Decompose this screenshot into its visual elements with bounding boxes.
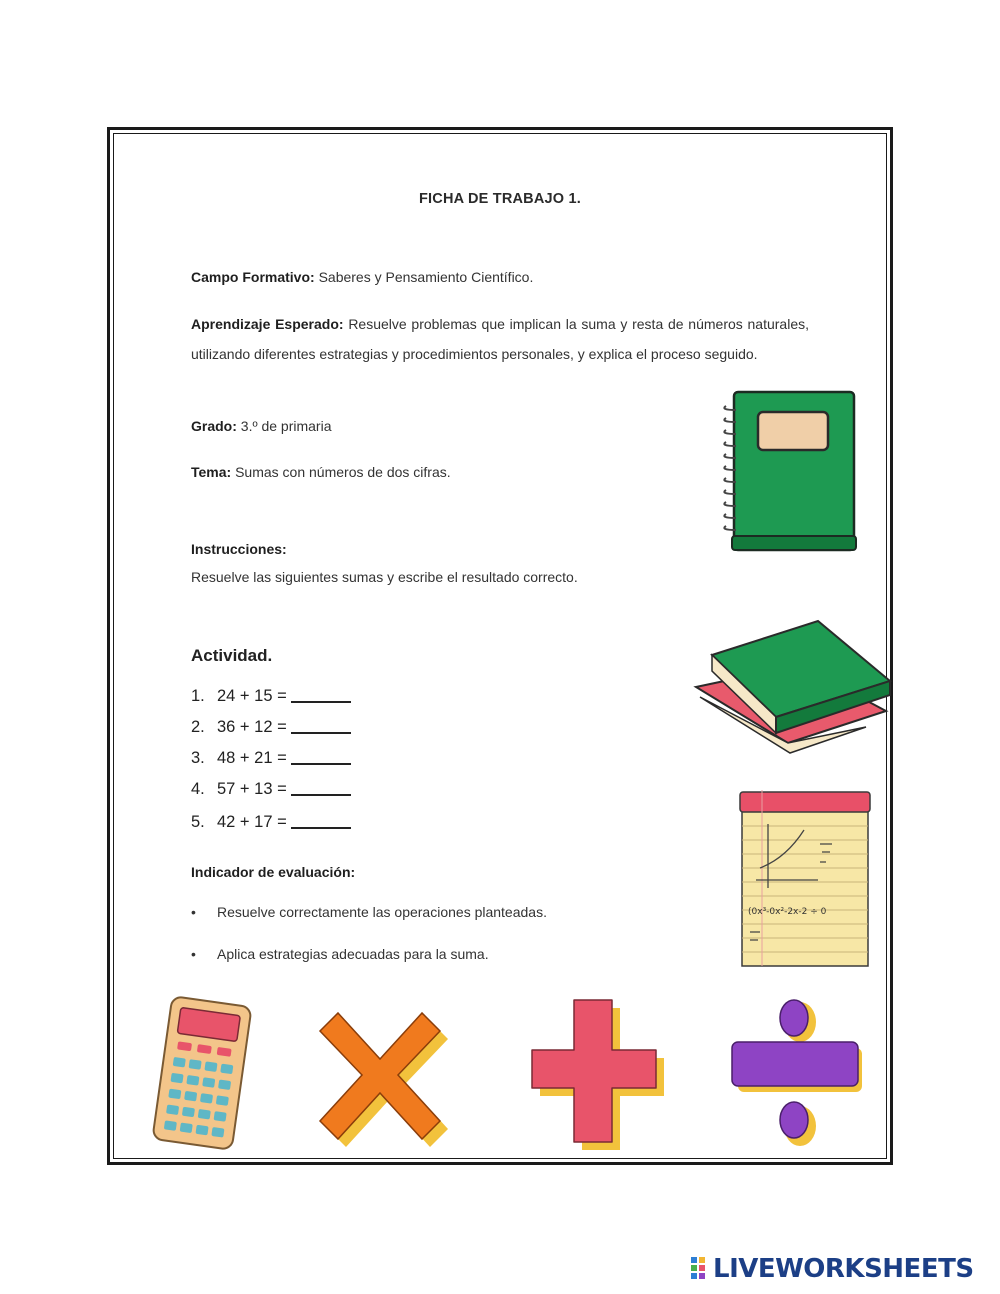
plus-icon (530, 996, 670, 1156)
indicador-item (191, 946, 547, 988)
indicador-item (191, 904, 547, 946)
notebook-icon (716, 386, 862, 556)
answer-blank[interactable] (291, 715, 351, 734)
item-number: 2. (191, 718, 205, 736)
actividad-list (191, 684, 351, 841)
liveworksheets-logo-text: LIVEWORKSHEETS (713, 1254, 974, 1284)
item-expression: 36 + 12 = (217, 718, 287, 736)
worksheet-title: FICHA DE TRABAJO 1. (419, 191, 581, 207)
item-expression: 24 + 15 = (217, 687, 287, 705)
grado-label: Grado: (191, 418, 237, 434)
actividad-item (191, 715, 351, 746)
indicador-text: Resuelve correctamente las operaciones planteadas. (217, 904, 547, 920)
actividad-item (191, 810, 351, 841)
bullet-icon: • (191, 946, 196, 962)
answer-blank[interactable] (291, 684, 351, 703)
bullet-icon: • (191, 904, 196, 920)
item-number: 4. (191, 780, 205, 798)
campo-formativo (191, 269, 533, 285)
item-expression: 57 + 13 = (217, 780, 287, 798)
item-expression: 48 + 21 = (217, 749, 287, 767)
multiply-icon (318, 1003, 452, 1153)
calculator-icon (150, 995, 254, 1151)
item-number: 5. (191, 813, 205, 831)
aprendizaje-value: Resuelve problemas que implican la suma y resta de números naturales, utilizando diferentes estrategias y procedimientos personales, y explica el proceso seguido. (191, 316, 809, 362)
actividad-item (191, 777, 351, 808)
indicador-list (191, 904, 547, 988)
item-expression: 42 + 17 = (217, 813, 287, 831)
instrucciones (191, 541, 287, 557)
answer-blank[interactable] (291, 746, 351, 765)
liveworksheets-logo[interactable] (691, 1254, 974, 1284)
instrucciones-text: Resuelve las siguientes sumas y escribe el resultado correcto. (191, 569, 578, 585)
grado-value: 3.º de primaria (240, 418, 332, 434)
answer-blank[interactable] (291, 810, 351, 829)
answer-blank[interactable] (291, 777, 351, 796)
instrucciones-label: Instrucciones: (191, 541, 287, 557)
books-stack-icon (690, 615, 895, 760)
notepad-formula: (0x³-0x²-2x-2 ÷ 0 (748, 907, 827, 917)
indicador-text: Aplica estrategias adecuadas para la suma. (217, 946, 489, 962)
campo-formativo-label: Campo Formativo: (191, 269, 315, 285)
tema-value: Sumas con números de dos cifras. (235, 464, 451, 480)
notepad-graph-icon (738, 788, 872, 970)
campo-formativo-value: Saberes y Pensamiento Científico. (318, 269, 534, 285)
aprendizaje-label: Aprendizaje Esperado: (191, 316, 344, 332)
actividad-item (191, 684, 351, 715)
item-number: 1. (191, 687, 205, 705)
liveworksheets-logo-icon (691, 1255, 713, 1283)
grado (191, 418, 332, 434)
tema (191, 464, 451, 480)
indicador-label: Indicador de evaluación: (191, 864, 356, 880)
aprendizaje-esperado (191, 310, 809, 369)
item-number: 3. (191, 749, 205, 767)
tema-label: Tema: (191, 464, 232, 480)
divide-icon (726, 996, 866, 1146)
actividad-item (191, 746, 351, 777)
actividad-title: Actividad. (191, 646, 273, 665)
indicador-evaluacion (191, 864, 355, 880)
